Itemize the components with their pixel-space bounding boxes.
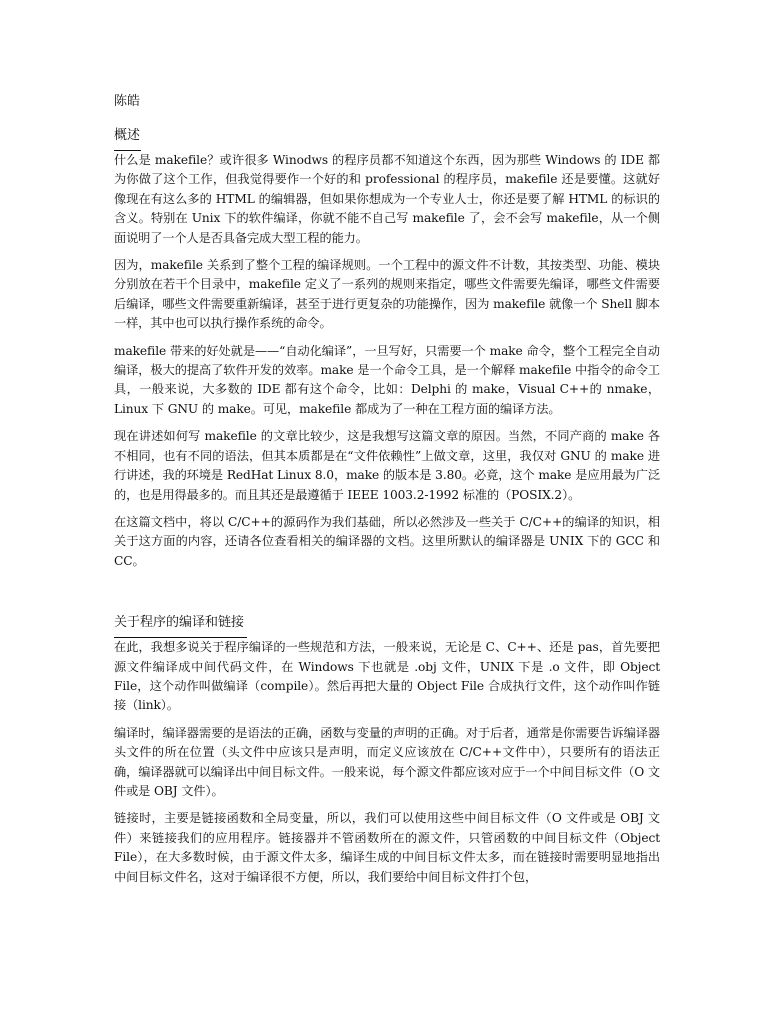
section-overview: [114, 126, 660, 571]
document-page: [114, 92, 660, 887]
paragraph: 在这篇文档中，将以 C/C++的源码作为我们基础，所以必然涉及一些关于 C/C++的编译的知识，相关于这方面的内容，还请各位查看相关的编译器的文档。这里所默认的编译器是 UNIX 下的 GCC 和 CC。: [114, 514, 660, 568]
paragraph: 编译时，编译器需要的是语法的正确，函数与变量的声明的正确。对于后者，通常是你需要告诉编译器头文件的所在位置（头文件中应该只是声明，而定义应该放在 C/C++文件中），只要所有的语法正确，编译器就可以编译出中间目标文件。一般来说，每个源文件都应该对应于一个中间目标文件（O 文件或是 OBJ 文件）。: [114, 725, 660, 798]
paragraph: 什么是 makefile？或许很多 Winodws 的程序员都不知道这个东西，因为那些 Windows 的 IDE 都为你做了这个工作，但我觉得要作一个好的和 professional 的程序员，makefile 还是要懂。这就好像现在有这么多的 HTML 的编辑器，但如果你想成为一个专业人士，你还是要了解 HTML 的标识的含义。特别在 Unix 下的软件编译，你就不能不自己写 makefile 了，会不会写 makefile，从一个侧面说明了一个人是否具备完成大型工程的能力。: [114, 153, 660, 245]
section-compile-link: [114, 613, 660, 887]
paragraph: 因为，makefile 关系到了整个工程的编译规则。一个工程中的源文件不计数，其按类型、功能、模块分别放在若干个目录中，makefile 定义了一系列的规则来指定，哪些文件需要先编译，哪些文件需要后编译，哪些文件需要重新编译，甚至于进行更复杂的功能操作，因为 makefile 就像一个 Shell 脚本一样，其中也可以执行操作系统的命令。: [114, 258, 660, 331]
paragraph: makefile 带来的好处就是——“自动化编译”，一旦写好，只需要一个 make 命令，整个工程完全自动编译，极大的提高了软件开发的效率。make 是一个命令工具，是一个解释 makefile 中指令的命令工具，一般来说，大多数的 IDE 都有这个命令，比如：Delphi 的 make，Visual C++的 nmake，Linux 下 GNU 的 make。可见，makefile 都成为了一种在工程方面的编译方法。: [114, 343, 660, 416]
section-heading-overview: 概述: [114, 128, 141, 143]
section-heading-compile-link: 关于程序的编译和链接: [114, 615, 245, 631]
author-name: 陈皓: [114, 94, 141, 109]
paragraph: 链接时，主要是链接函数和全局变量，所以，我们可以使用这些中间目标文件（O 文件或是 OBJ 文件）来链接我们的应用程序。链接器并不管函数所在的源文件，只管函数的中间目标文件（Object File），在大多数时候，由于源文件太多，编译生成的中间目标文件太多，而在链接时需要明显地指出中间目标文件名，这对于编译很不方便，所以，我们要给中间目标文件打个包，: [114, 811, 660, 884]
paragraph: 在此，我想多说关于程序编译的一些规范和方法，一般来说，无论是 C、C++、还是 pas，首先要把源文件编译成中间代码文件，在 Windows 下也就是 .obj 文件，UNIX 下是 .o 文件，即 Object File，这个动作叫做编译（compile）。然后再把大量的 Object File 合成执行文件，这个动作叫作链接（link）。: [114, 640, 660, 713]
paragraph: 现在讲述如何写 makefile 的文章比较少，这是我想写这篇文章的原因。当然，不同产商的 make 各不相同，也有不同的语法，但其本质都是在“文件依赖性”上做文章，这里，我仅对 GNU 的 make 进行讲述，我的环境是 RedHat Linux 8.0，make 的版本是 3.80。必竟，这个 make 是应用最为广泛的，也是用得最多的。而且其还是最遵循于 IEEE 1003.2-1992 标准的（POSIX.2）。: [114, 429, 660, 502]
